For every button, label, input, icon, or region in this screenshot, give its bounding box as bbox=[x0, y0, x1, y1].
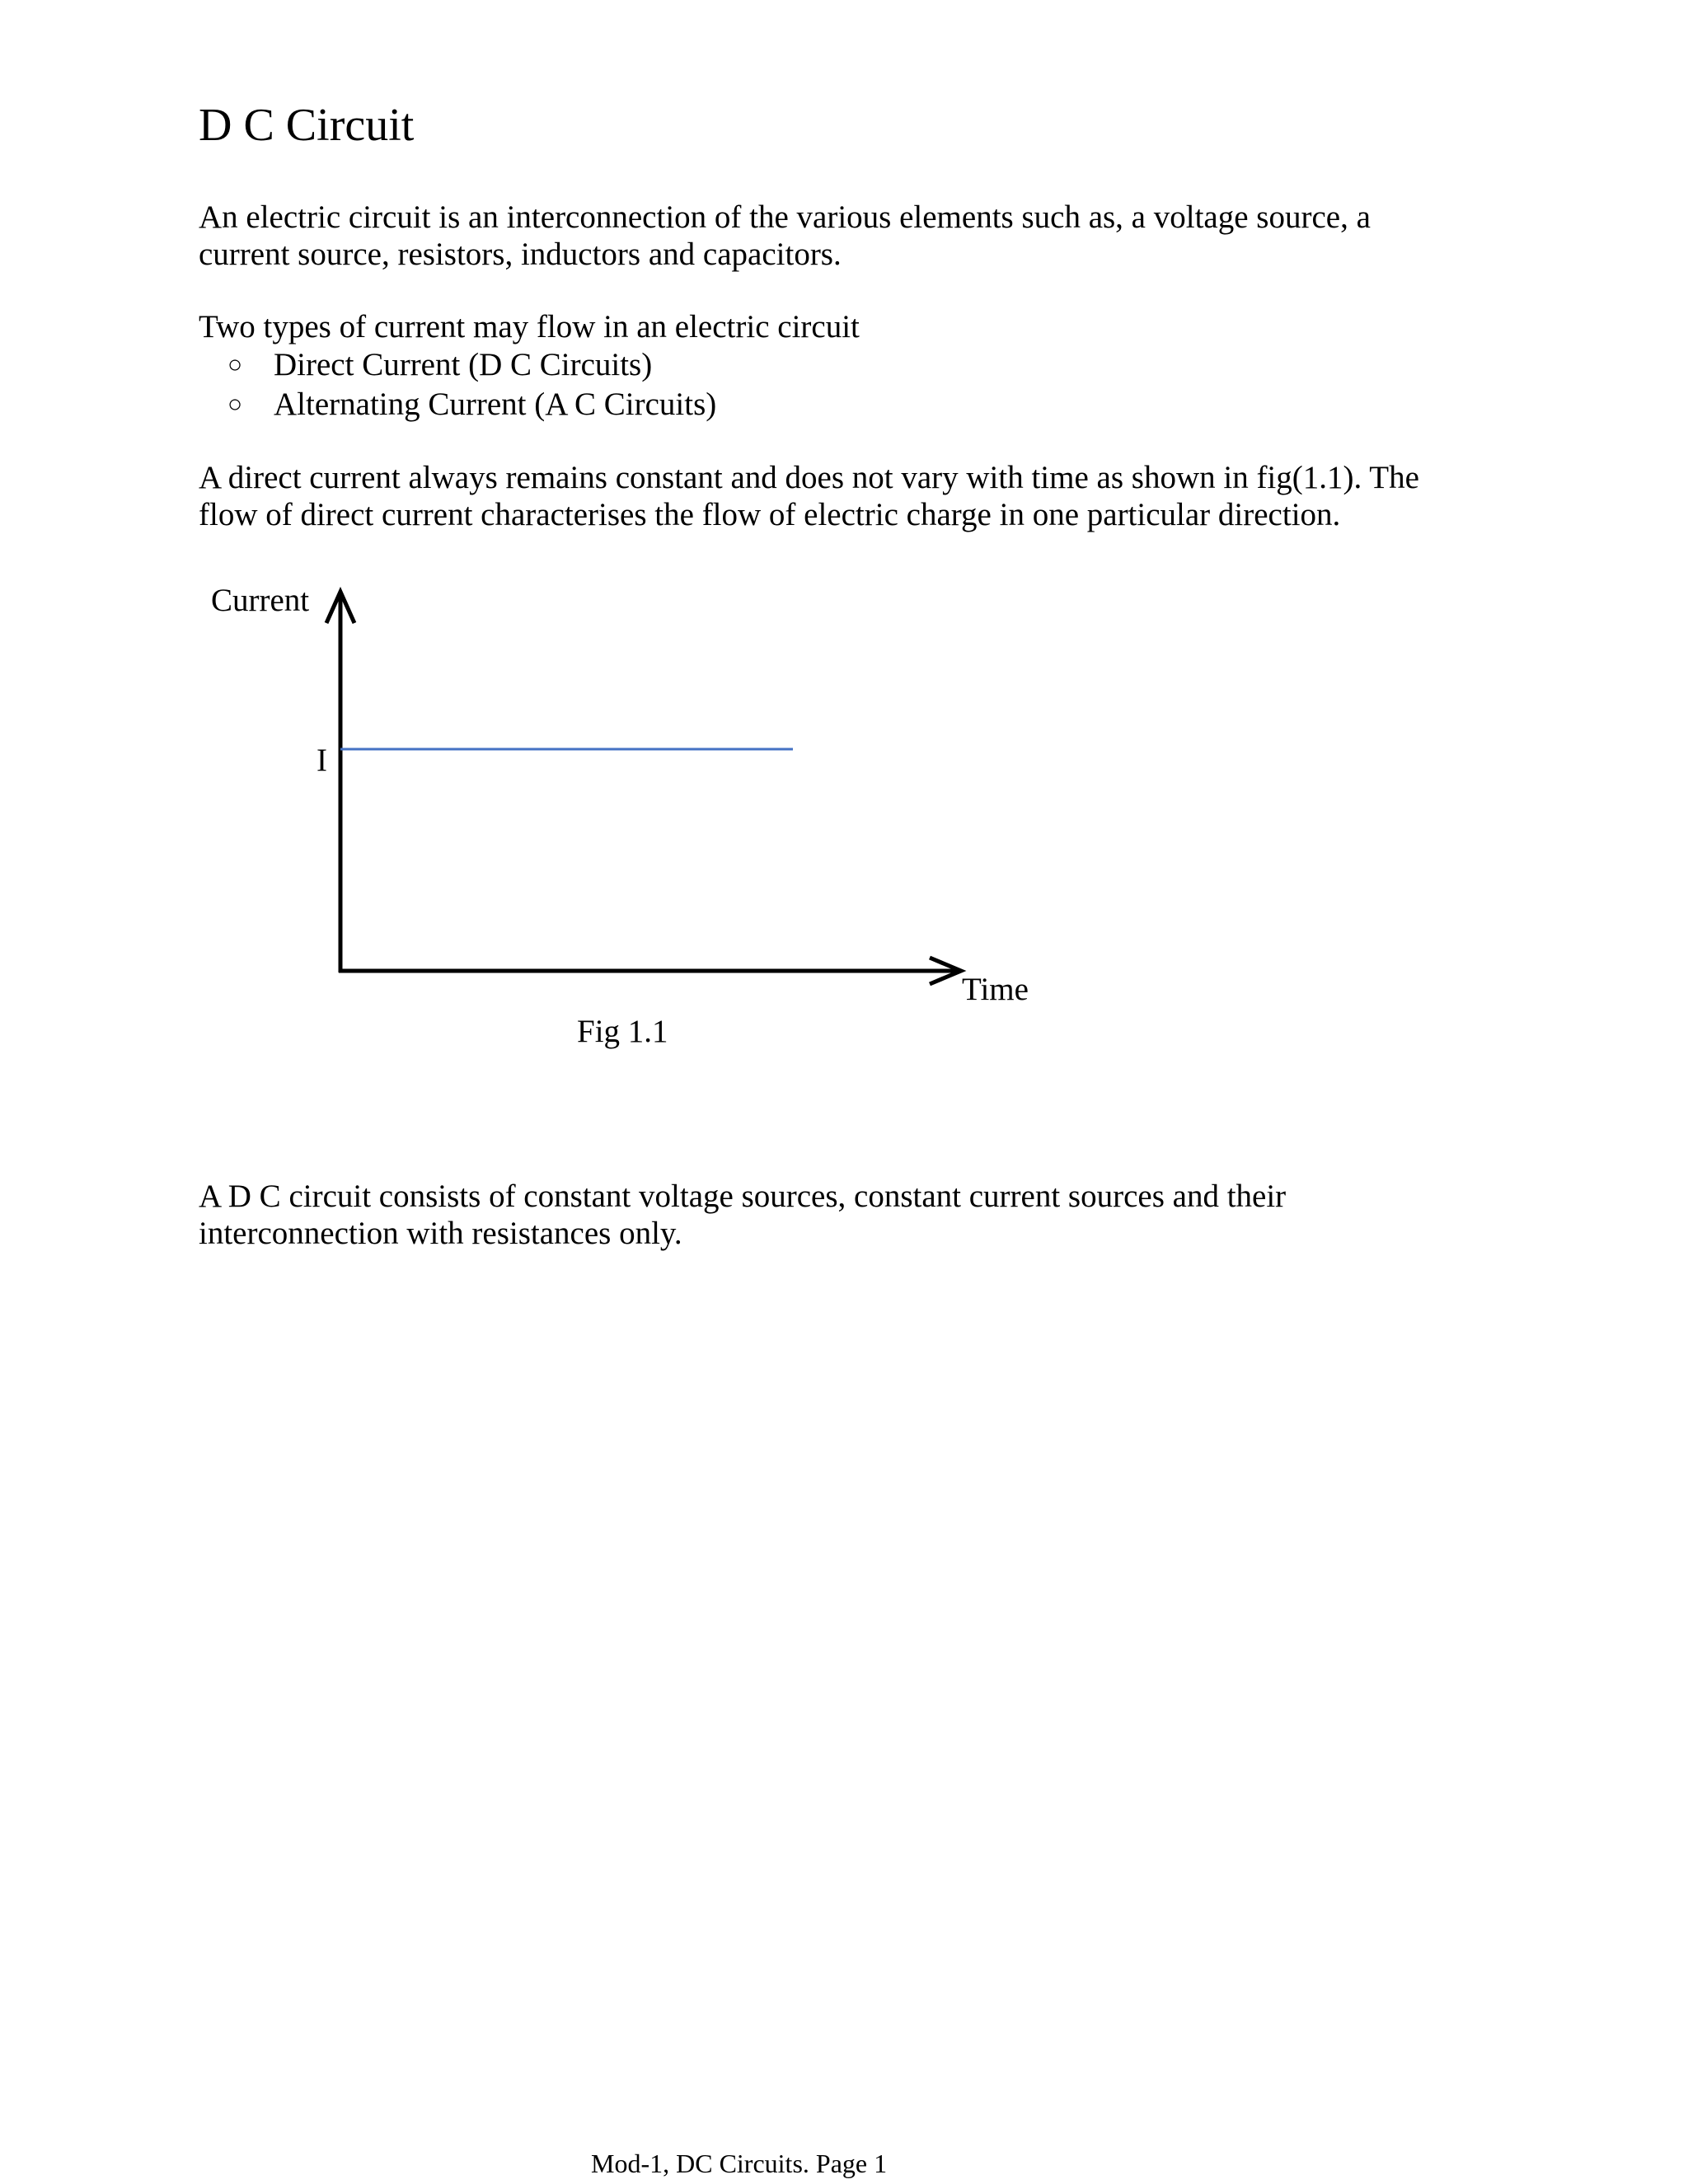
dc-current-figure bbox=[0, 0, 1688, 1088]
dc-circuit-paragraph bbox=[199, 1178, 1550, 1252]
x-axis-label: Time bbox=[962, 972, 1029, 1007]
current-types-intro: Two types of current may flow in an electric circuit bbox=[199, 309, 860, 344]
current-level-label: I bbox=[316, 743, 327, 778]
bullet-circle-icon: ○ bbox=[227, 351, 243, 378]
intro-line-2: current source, resistors, inductors and capacitors. bbox=[199, 237, 842, 272]
list-item-label: Alternating Current (A C Circuits) bbox=[274, 387, 717, 422]
intro-line-1: An electric circuit is an interconnection of the various elements such as, a voltage source, a bbox=[199, 199, 1371, 235]
page-title: D C Circuit bbox=[199, 100, 415, 151]
direct-current-line-2: flow of direct current characterises the flow of electric charge in one particular direction. bbox=[199, 497, 1341, 532]
dc-circuit-line-1: A D C circuit consists of constant voltage sources, constant current sources and their bbox=[199, 1179, 1287, 1214]
list-item-label: Direct Current (D C Circuits) bbox=[274, 347, 653, 382]
direct-current-line-1: A direct current always remains constant and does not vary with time as shown in fig(1.1). The bbox=[199, 460, 1419, 495]
y-axis-label: Current bbox=[211, 583, 310, 618]
dc-circuit-line-2: interconnection with resistances only. bbox=[199, 1216, 682, 1251]
page-footer: Mod-1, DC Circuits. Page 1 bbox=[591, 2149, 888, 2178]
figure-caption: Fig 1.1 bbox=[577, 1014, 668, 1049]
bullet-circle-icon: ○ bbox=[227, 391, 243, 418]
